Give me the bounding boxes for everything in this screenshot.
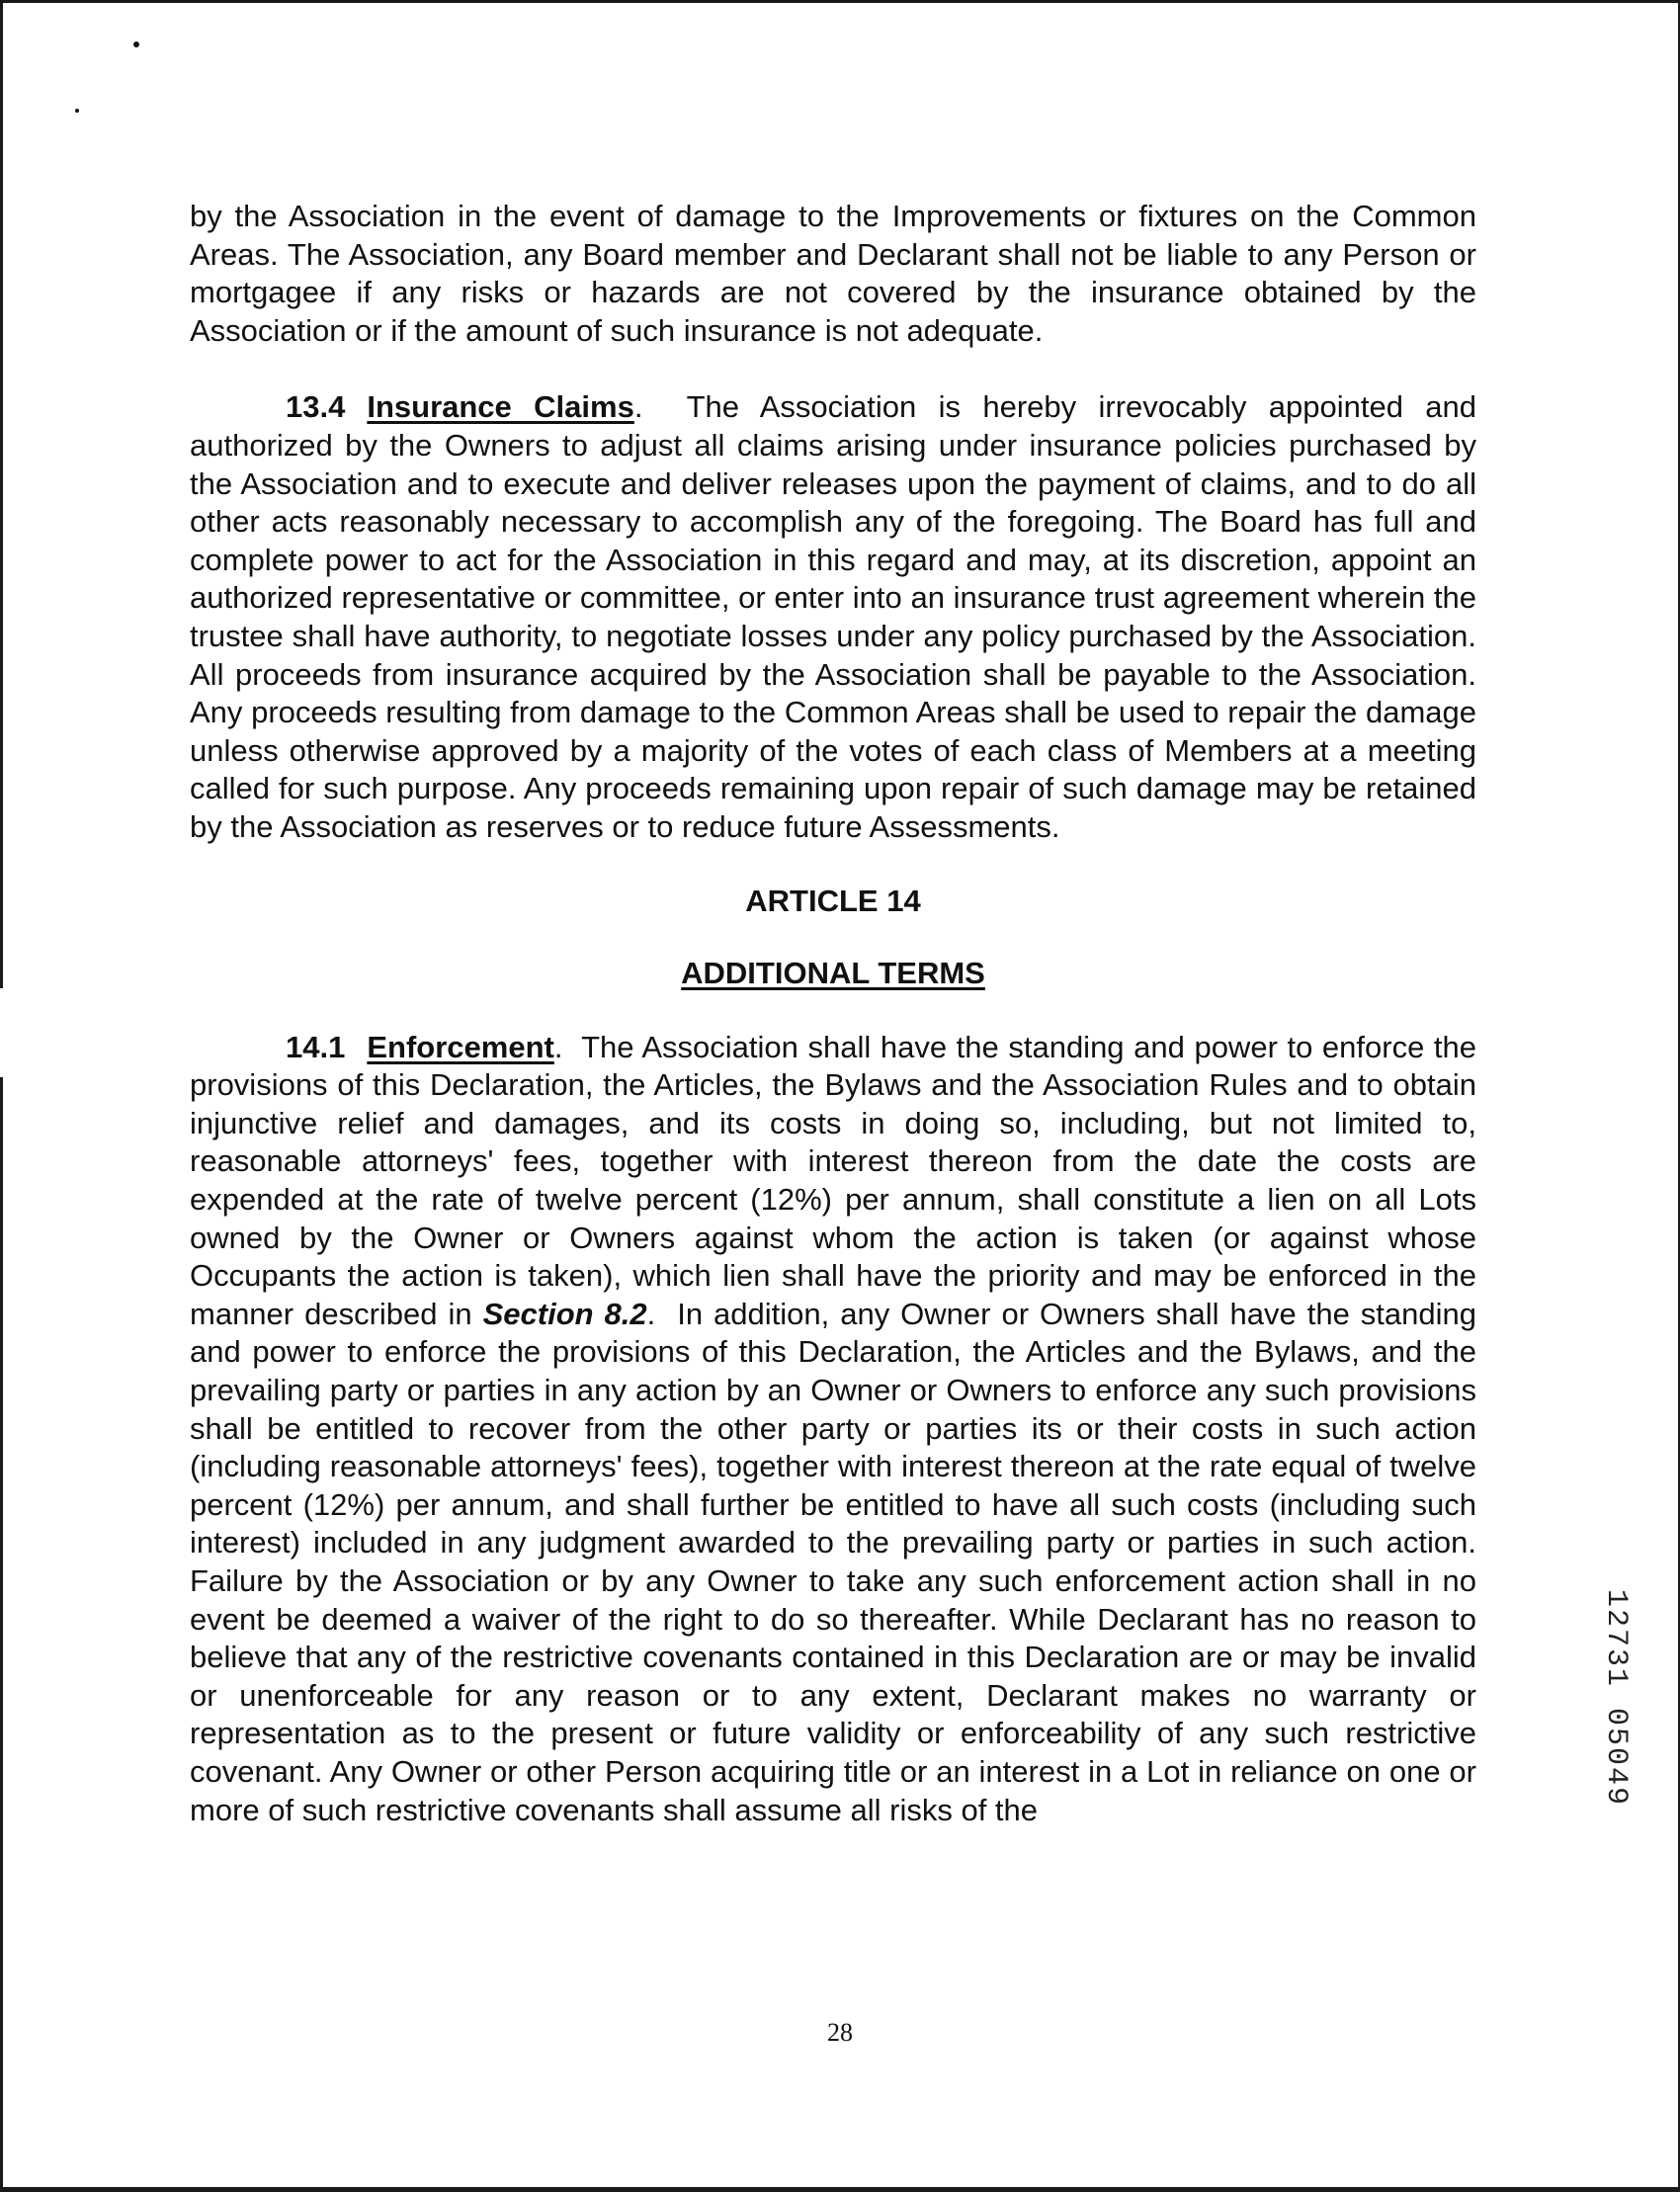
scan-border-bottom <box>0 2187 1680 2192</box>
scan-speck <box>75 109 79 113</box>
section-title: Insurance Claims <box>367 389 634 425</box>
section-body-part-1: The Association shall have the standing and power to enforce the provisions of this Declaration, the Articles, the Bylaws and the Association Rules and to obtain injunctive relief and damages, and its costs in doing so, including, but not limited to, reasonable attorneys' fees, together with interest thereon from the date the costs are expended at the rate of twelve percent (12%) per annum, shall constitute a lien on all Lots owned by the Owner or Owners against whom the action is taken (or against whose Occupants the action is taken), which lien shall have the priority and may be enforced in the manner described in <box>190 1029 1477 1331</box>
page-number: 28 <box>827 2018 853 2047</box>
scan-border-top <box>0 0 1680 3</box>
document-body <box>190 198 1476 1829</box>
section-number: 14.1 <box>286 1029 346 1064</box>
section-13-4: 13.4 Insurance Claims. The Association is hereby irrevocably appointed and authorized by the Owners to adjust all claims arising under insurance policies purchased by the Association and to execute and deliver releases upon the payment of claims, and to do all other acts reasonably necessary to accomplish any of the foregoing. The Board has full and complete power to act for the Association in this regard and may, at its discretion, appoint an authorized representative or committee, or enter into an insurance trust agreement wherein the trustee shall have authority, to negotiate losses under any policy purchased by the Association. All proceeds from insurance acquired by the Association shall be payable to the Association. Any proceeds resulting from damage to the Common Areas shall be used to repair the damage unless otherwise approved by a majority of the votes of each class of Members at a meeting called for such purpose. Any proceeds remaining upon repair of such damage may be retained by the Association as reserves or to reduce future Assessments. <box>190 389 1477 844</box>
section-14-1: 14.1 Enforcement. The Association shall have the standing and power to enforce the provisions of this Declaration, the Articles, the Bylaws and the Association Rules and to obtain injunctive relief and damages, and its costs in doing so, including, but not limited to, reasonable attorneys' fees, together with interest thereon from the date the costs are expended at the rate of twelve percent (12%) per annum, shall constitute a lien on all Lots owned by the Owner or Owners against whom the action is taken (or against whose Occupants the action is taken), which lien shall have the priority and may be enforced in the manner described in Section 8.2. In addition, any Owner or Owners shall have the standing and power to enforce the provisions of this Declaration, the Articles and the Bylaws, and the prevailing party or parties in any action by an Owner or Owners to enforce any such provisions shall be entitled to recover from the other party or parties its or their costs in such action (including reasonable attorneys' fees), together with interest thereon at the rate equal of twelve percent (12%) per annum, and shall further be entitled to have all such costs (including such interest) included in any judgment awarded to the prevailing party or parties in such action. Failure by the Association or by any Owner to take any such enforcement action shall in no event be deemed a waiver of the right to do so thereafter. While Declarant has no reason to believe that any of the restrictive covenants contained in this Declaration are or may be invalid or unenforceable for any reason or to any extent, Declarant makes no warranty or representation as to the present or future validity or enforceability of any such restrictive covenant. Any Owner or other Person acquiring title or an interest in a Lot in reliance on one or more of such restrictive covenants shall assume all risks of the <box>190 1029 1477 1827</box>
article-heading: ARTICLE 14 <box>745 883 921 918</box>
section-body: The Association is hereby irrevocably appointed and authorized by the Owners to adjust all claims arising under insurance policies purchased by the Association and to execute and deliver releases upon the payment of claims, and to do all other acts reasonably necessary to accomplish any of the foregoing. The Board has full and complete power to act for the Association in this regard and may, at its discretion, appoint an authorized representative or committee, or enter into an insurance trust agreement wherein the trustee shall have authority, to negotiate losses under any policy purchased by the Association. All proceeds from insurance acquired by the Association shall be payable to the Association. Any proceeds resulting from damage to the Common Areas shall be used to repair the damage unless otherwise approved by a majority of the votes of each class of Members at a meeting called for such purpose. Any proceeds remaining upon repair of such damage may be retained by the Association as reserves or to reduce future Assessments. <box>190 389 1477 844</box>
section-reference: Section 8.2 <box>482 1296 647 1331</box>
article-title: ADDITIONAL TERMS <box>681 956 985 991</box>
section-title: Enforcement <box>367 1029 554 1064</box>
section-body-part-2: In addition, any Owner or Owners shall have the standing and power to enforce the provisions of this Declaration, the Articles and the Bylaws, and the prevailing party or parties in any action by an Owner or Owners to enforce any such provisions shall be entitled to recover from the other party or parties its or their costs in such action (including reasonable attorneys' fees), together with interest thereon at the rate equal of twelve percent (12%) per annum, and shall further be entitled to have all such costs (including such interest) included in any judgment awarded to the prevailing party or parties in such action. Failure by the Association or by any Owner to take any such enforcement action shall in no event be deemed a waiver of the right to do so thereafter. While Declarant has no reason to believe that any of the restrictive covenants contained in this Declaration are or may be invalid or unenforceable for any reason or to any extent, Declarant makes no warranty or representation as to the present or future validity or enforceability of any such restrictive covenant. Any Owner or other Person acquiring title or an interest in a Lot in reliance on one or more of such restrictive covenants shall assume all risks of the <box>190 1296 1476 1827</box>
continued-paragraph <box>190 198 1476 350</box>
scan-speck <box>133 42 139 47</box>
recording-number-stamp: 12731 05049 <box>1599 1589 1633 1808</box>
section-number: 13.4 <box>286 389 346 425</box>
scan-border-left <box>0 0 3 988</box>
continued-paragraph-text: by the Association in the event of damage to the Improvements or fixtures on the Common Areas. The Association, any Board member and Declarant shall not be liable to any Person or mortgagee if any risks or hazards are not covered by the insurance obtained by the Association or if the amount of such insurance is not adequate. <box>190 199 1476 348</box>
